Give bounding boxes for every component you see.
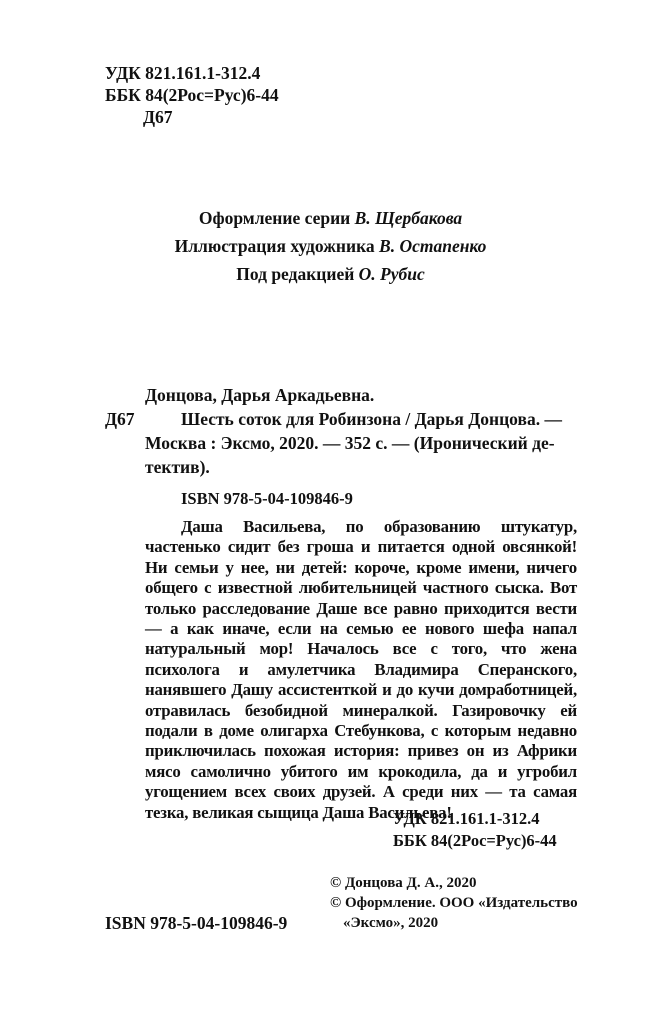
bottom-isbn: ISBN 978-5-04-109846-9 [105, 913, 288, 933]
credit-editor [0, 263, 661, 285]
catalog-author-mark: Д67 [105, 409, 135, 429]
bbk-code: ББК 84(2Рос=Рус)6-44 [105, 85, 279, 105]
credit-name: В. Щербакова [354, 208, 463, 228]
catalog-publisher: Москва : Эксмо, 2020. — 352 с. — (Иронический де- [145, 433, 555, 453]
credit-role: Оформление серии [198, 208, 355, 228]
credit-illustration [0, 235, 661, 257]
catalog-author: Донцова, Дарья Аркадьевна. [145, 385, 375, 405]
credit-role: Иллюстрация художника [174, 236, 380, 256]
credit-name: В. Остапенко [379, 236, 487, 256]
udk-code: УДК 821.161.1-312.4 [105, 63, 261, 83]
copyright-publisher: «Эксмо», 2020 [343, 915, 439, 931]
footer-udk-code: УДК 821.161.1-312.4 [393, 809, 540, 828]
copyright-author: © Донцова Д. А., 2020 [330, 875, 477, 891]
catalog-title: Шесть соток для Робинзона / Дарья Донцова. — [181, 409, 562, 429]
credit-name: О. Рубис [358, 264, 425, 284]
author-mark: Д67 [143, 107, 173, 127]
annotation: Даша Васильева, по образованию штукатур, частенько сидит без гроша и питается одной овсянкой! Ни семьи у нее, ни детей: короче, кроме имени, ничего общего с известной любительницей частного сыска. Вот только расследование Даше все равно приходится вести — а как иначе, если на семью ее нового шефа напал натуральный мор! Началось все с того, что жена психолога и амулетчика Владимира Сперанского, нанявшего Дашу ассистенткой и до кучи домработницей, отравилась безобидной минералкой. Газировочку ей подали в доме олигарха Стебункова, с которым недавно приключилась похожая история: привез он из Африки мясо самолично убитого им крокодила, да и угробил угощением всех своих друзей. А среди них — та самая тезка, великая сыщица Даша Васильева! [145, 517, 577, 822]
credit-role: Под редакцией [236, 264, 359, 284]
credit-series-design [0, 207, 661, 229]
copyright-design: © Оформление. ООО «Издательство [330, 895, 578, 911]
footer-bbk-code: ББК 84(2Рос=Рус)6-44 [393, 831, 557, 850]
catalog-series: тектив). [145, 457, 210, 477]
catalog-isbn: ISBN 978-5-04-109846-9 [181, 489, 353, 508]
